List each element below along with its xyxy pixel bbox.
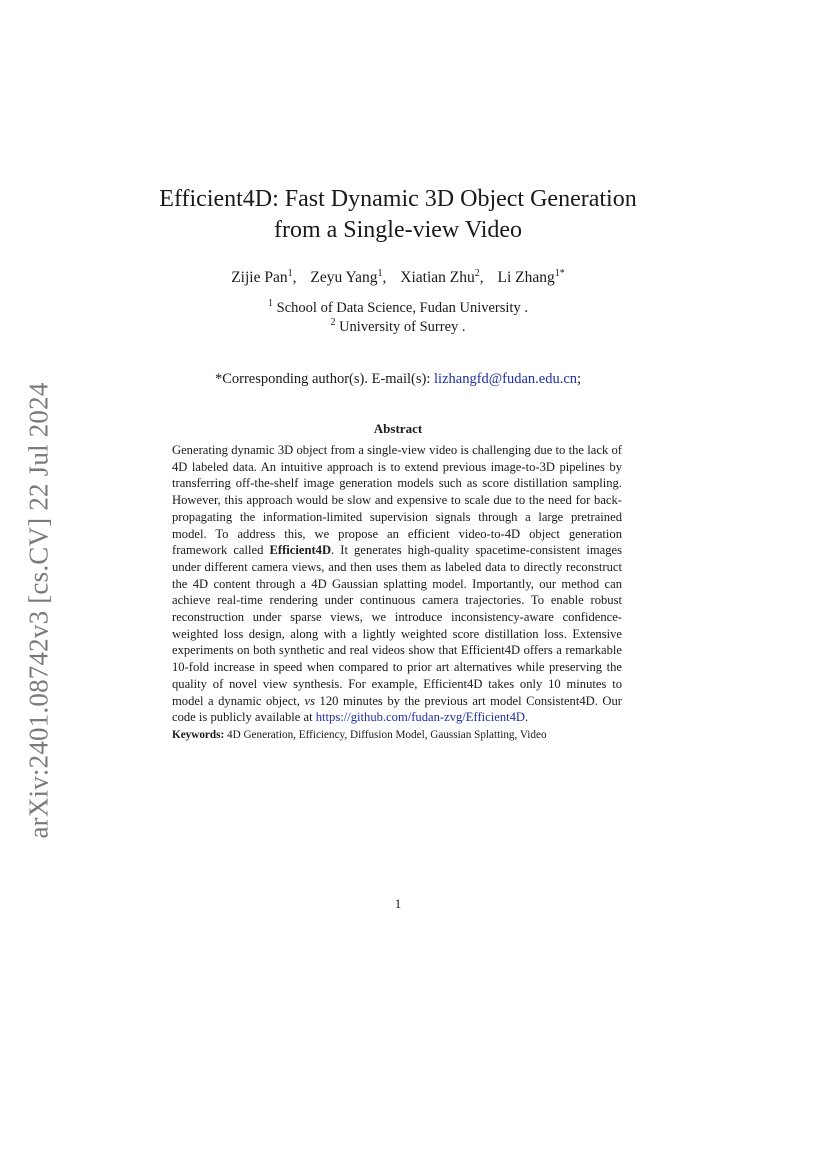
author-affil-mark: 1*	[554, 267, 565, 279]
corresponding-suffix: ;	[577, 371, 582, 387]
abstract-text: 120 minutes by the previous art model Consistent4D. Our code is publicly available at	[172, 693, 622, 725]
affiliation	[0, 319, 796, 336]
affiliation-text: University of Surrey .	[339, 319, 466, 335]
abstract-heading: Abstract	[373, 421, 423, 436]
abstract-text: . It generates high-quality spacetime-consistent images under different camera views, and then uses them as labeled data to directly reconstruct the 4D content through a 4D Gaussian splatting model. Importantly, our method can achieve real-time rendering under continuous camera trajectories. To enable robust reconstruction under sparse views, we introduce inconsistency-aware confidence-weighted loss design, along with a lightly weighted score distillation loss. Extensive experiments on both synthetic and real videos show that Efficient4D offers a remarkable 10-fold increase in speed when compared to prior art alternatives while preserving the quality of novel view synthesis. For example, Efficient4D takes only 10 minutes to model a dynamic object,	[172, 543, 622, 708]
abstract-text: .	[525, 710, 529, 725]
arxiv-stamp	[18, 372, 60, 848]
affiliation-mark: 2	[330, 317, 336, 329]
author-name: Xiatian Zhu	[400, 269, 475, 286]
author-list: Zijie Pan$^1$, Zeyu Yang$^1$, Xiatian Zhu$^2$, Li Zhang$^{1*}$	[231, 267, 565, 286]
author-affil-mark: 1	[287, 267, 293, 279]
author-affil-mark: 2	[474, 267, 480, 279]
paper-title	[0, 184, 796, 246]
page-number: 1	[394, 896, 402, 911]
corresponding-label: *Corresponding author(s). E-mail(s):	[214, 371, 435, 387]
abstract-body	[172, 442, 622, 726]
author-name: Zijie Pan	[231, 269, 288, 286]
title-line-1: Efficient4D: Fast Dynamic 3D Object Generation	[159, 186, 637, 212]
affiliation-text: School of Data Science, Fudan University .	[276, 300, 528, 316]
keywords-label: Keywords:	[172, 729, 225, 741]
title-line-2: from a Single-view Video	[273, 217, 523, 243]
author-name: Li Zhang	[497, 269, 555, 286]
affiliation	[0, 300, 796, 317]
abstract-method-name: Efficient4D	[269, 543, 332, 558]
abstract-italic: vs	[304, 693, 315, 708]
keywords	[172, 729, 632, 741]
author-name: Zeyu Yang	[310, 269, 378, 286]
corresponding-author	[0, 371, 796, 388]
affiliation-mark: 1	[268, 298, 274, 310]
author-affil-mark: 1	[377, 267, 383, 279]
abstract-text: Generating dynamic 3D object from a single-view video is challenging due to the lack of 4D labeled data. An intuitive approach is to extend previous image-to-3D pipelines by transferring off-the-shelf image generation models such as score distillation sampling. However, this approach would be slow and expensive to scale due to the need for back-propagating the information-limited supervision signals through a large pretrained model. To address this, we propose an efficient video-to-4D object generation framework called	[172, 443, 622, 558]
email-link[interactable]: lizhangfd@fudan.edu.cn	[434, 371, 578, 387]
arxiv-identifier: arXiv:2401.08742v3 [cs.CV] 22 Jul 2024	[23, 381, 54, 839]
keywords-text: 4D Generation, Efficiency, Diffusion Model, Gaussian Splatting, Video	[224, 729, 547, 741]
code-link[interactable]: https://github.com/fudan-zvg/Efficient4D	[315, 710, 526, 725]
